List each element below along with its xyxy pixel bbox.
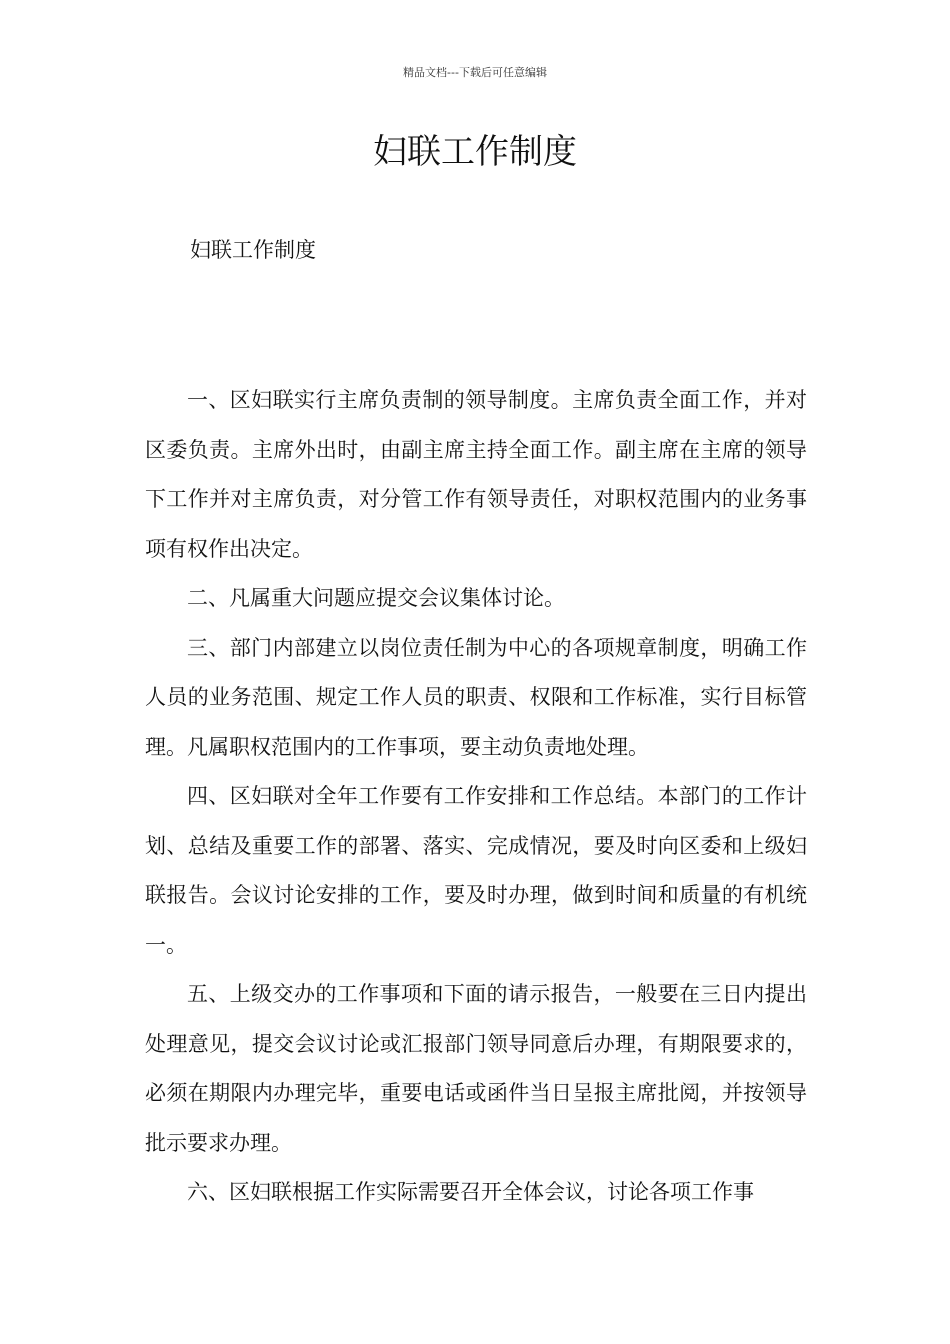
- header-note: 精品文档---下载后可任意编辑: [403, 66, 547, 79]
- document-body: [145, 376, 807, 1218]
- document-title: 妇联工作制度: [373, 132, 577, 172]
- paragraph-5: 五、上级交办的工作事项和下面的请示报告，一般要在三日内提出处理意见，提交会议讨论或汇报部门领导同意后办理，有期限要求的，必须在期限内办理完毕，重要电话或函件当日呈报主席批阅，并按领导批示要求办理。: [145, 982, 807, 1155]
- paragraph-6: 六、区妇联根据工作实际需要召开全体会议，讨论各项工作事: [187, 1180, 754, 1204]
- paragraph-3: 三、部门内部建立以岗位责任制为中心的各项规章制度，明确工作人员的业务范围、规定工作人员的职责、权限和工作标准，实行目标管理。凡属职权范围内的工作事项，要主动负责地处理。: [145, 635, 807, 759]
- paragraph-4: 四、区妇联对全年工作要有工作安排和工作总结。本部门的工作计划、总结及重要工作的部署、落实、完成情况，要及时向区委和上级妇联报告。会议讨论安排的工作，要及时办理，做到时间和质量的有机统一。: [145, 784, 807, 957]
- paragraph-2: 二、凡属重大问题应提交会议集体讨论。: [187, 586, 565, 610]
- document-subtitle: 妇联工作制度: [190, 238, 316, 262]
- paragraph-1: 一、区妇联实行主席负责制的领导制度。主席负责全面工作，并对区委负责。主席外出时，由副主席主持全面工作。副主席在主席的领导下工作并对主席负责，对分管工作有领导责任，对职权范围内的业务事项有权作出决定。: [145, 388, 807, 561]
